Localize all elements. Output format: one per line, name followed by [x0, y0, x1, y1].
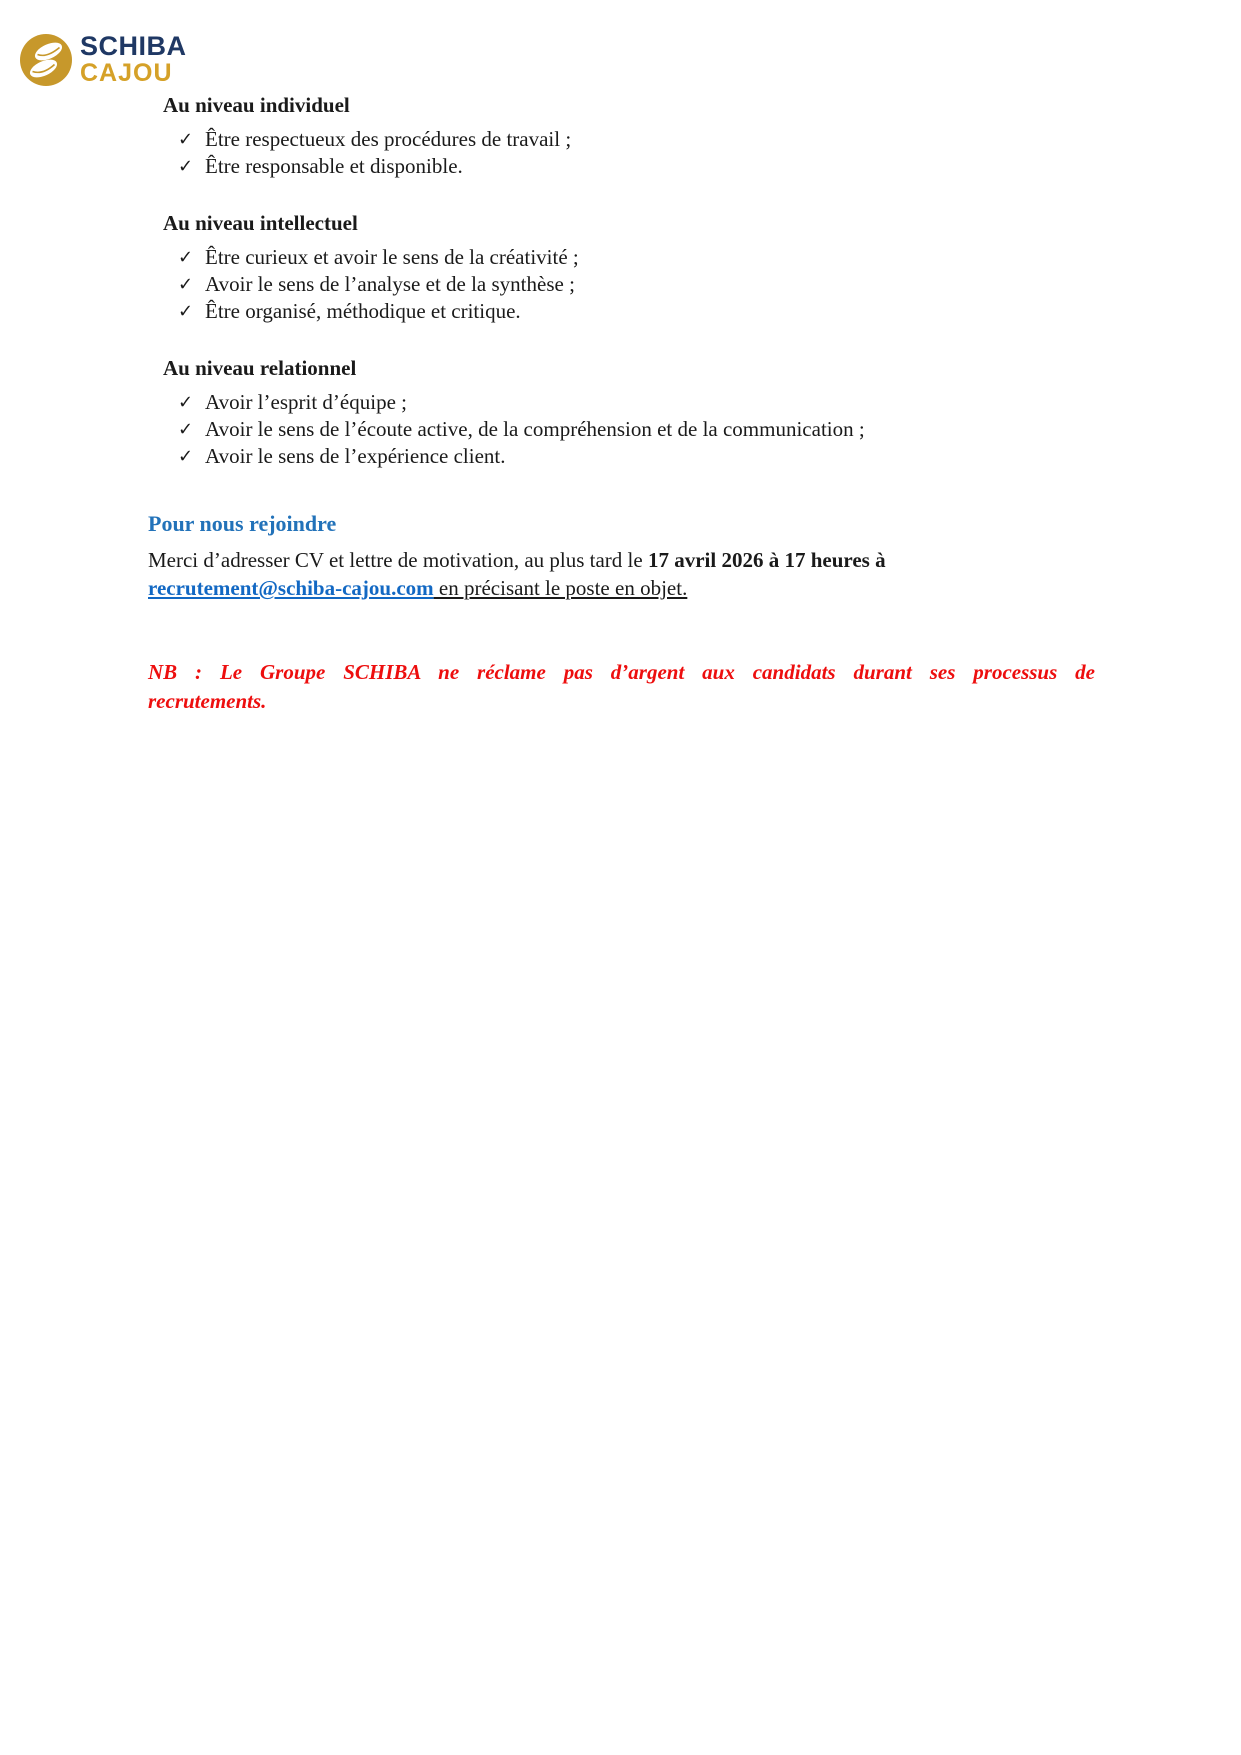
list-item-text: Être organisé, méthodique et critique. — [205, 299, 521, 323]
list-item-text: Être responsable et disponible. — [205, 154, 463, 178]
section-heading: Au niveau individuel — [163, 93, 350, 117]
list-item — [148, 389, 1095, 416]
cashew-circle-icon — [20, 34, 72, 86]
section-niveau-relationnel — [148, 355, 1095, 470]
list-item-text: Être respectueux des procédures de travail ; — [205, 127, 572, 151]
list-item-text: Avoir le sens de l’expérience client. — [205, 444, 506, 468]
checkmark-icon: ✓ — [178, 419, 194, 440]
join-us-block — [148, 510, 1095, 602]
checkmark-icon: ✓ — [178, 274, 194, 295]
list-item — [148, 126, 1095, 153]
list-item-text: Avoir le sens de l’analyse et de la synthèse ; — [205, 272, 575, 296]
list-item — [148, 416, 1095, 443]
notice-line: NB : Le Groupe SCHIBA ne réclame pas d’argent aux candidats durant ses processus de — [148, 660, 1095, 684]
checkmark-icon: ✓ — [178, 247, 194, 268]
logo-text-schiba: SCHIBA — [80, 31, 187, 61]
list-item — [148, 153, 1095, 180]
logo-wordmark — [80, 33, 187, 86]
checkmark-icon: ✓ — [178, 446, 194, 467]
join-us-heading: Pour nous rejoindre — [148, 511, 337, 536]
check-list — [148, 389, 1095, 470]
instructions-prefix: Merci d’adresser CV et lettre de motivation, au plus tard le — [148, 548, 648, 572]
list-item-text: Avoir l’esprit d’équipe ; — [205, 390, 407, 414]
section-heading: Au niveau relationnel — [163, 356, 357, 380]
application-deadline: 17 avril 2026 à 17 heures à — [647, 548, 886, 572]
section-niveau-intellectuel — [148, 210, 1095, 325]
section-niveau-individuel — [148, 92, 1095, 180]
recruitment-email-link[interactable]: recrutement@schiba-cajou.com — [148, 576, 434, 600]
nb-warning-notice — [148, 658, 1095, 716]
list-item-text: Être curieux et avoir le sens de la créativité ; — [205, 245, 579, 269]
application-instructions — [148, 546, 1095, 602]
checkmark-icon: ✓ — [178, 392, 194, 413]
section-heading: Au niveau intellectuel — [163, 211, 358, 235]
list-item-text: Avoir le sens de l’écoute active, de la compréhension et de la communication ; — [205, 417, 865, 441]
instructions-suffix: en précisant le poste en objet. — [433, 576, 688, 600]
list-item — [148, 443, 1095, 470]
checkmark-icon: ✓ — [178, 129, 194, 150]
list-item — [148, 244, 1095, 271]
schiba-cajou-logo — [20, 33, 187, 86]
checkmark-icon: ✓ — [178, 301, 194, 322]
check-list — [148, 244, 1095, 325]
logo-text-cajou: CAJOU — [80, 59, 173, 87]
check-list — [148, 126, 1095, 180]
list-item — [148, 271, 1095, 298]
document-body — [148, 92, 1095, 716]
notice-line: recrutements. — [148, 689, 267, 713]
checkmark-icon: ✓ — [178, 156, 194, 177]
list-item — [148, 298, 1095, 325]
